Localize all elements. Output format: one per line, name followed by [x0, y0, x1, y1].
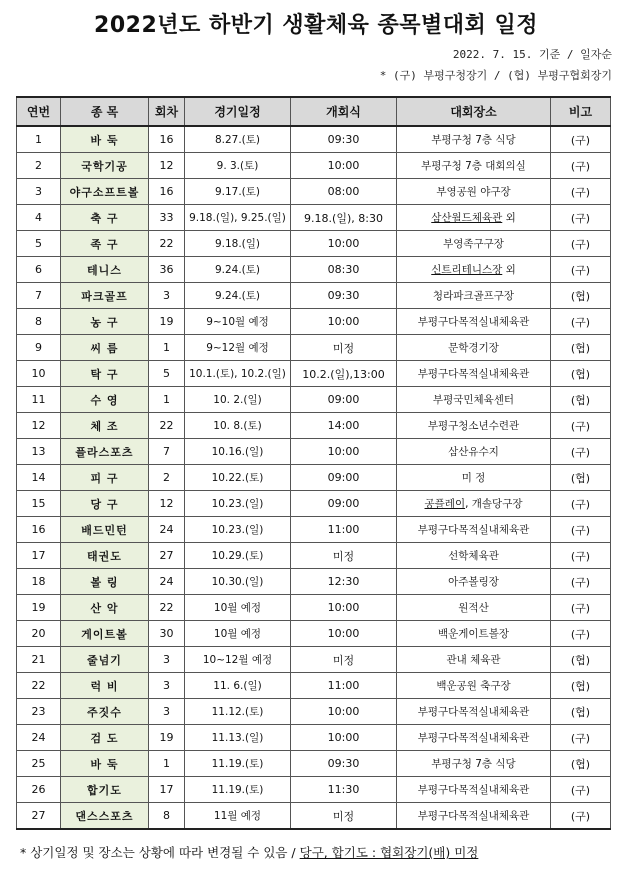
cell-sport: 족 구: [61, 231, 149, 257]
cell-note: (구): [551, 621, 611, 647]
cell-note: (구): [551, 179, 611, 205]
cell-opening: 08:00: [291, 179, 397, 205]
cell-schedule: 10.29.(토): [185, 543, 291, 569]
cell-sport: 야구소프트볼: [61, 179, 149, 205]
table-row: [17, 673, 611, 699]
cell-schedule: 9.24.(토): [185, 257, 291, 283]
cell-venue: [397, 517, 551, 543]
cell-round: 8: [149, 803, 185, 830]
table-row: [17, 413, 611, 439]
cell-venue: [397, 153, 551, 179]
cell-schedule: 11.12.(토): [185, 699, 291, 725]
cell-note: (구): [551, 777, 611, 803]
cell-round: 19: [149, 309, 185, 335]
venue-name: 부평구다목적실내체육관: [417, 316, 530, 328]
venue-extra: 외: [502, 264, 516, 276]
cell-schedule: 9~12월 예정: [185, 335, 291, 361]
cell-number: 9: [17, 335, 61, 361]
cell-venue: [397, 725, 551, 751]
cell-sport: 피 구: [61, 465, 149, 491]
cell-sport: 수 영: [61, 387, 149, 413]
cell-round: 22: [149, 231, 185, 257]
schedule-table: [16, 96, 611, 830]
cell-round: 16: [149, 179, 185, 205]
cell-note: (구): [551, 126, 611, 153]
table-row: [17, 595, 611, 621]
cell-opening: 11:30: [291, 777, 397, 803]
table-row: [17, 231, 611, 257]
cell-round: 36: [149, 257, 185, 283]
venue-name: 부평구다목적실내체육관: [417, 810, 530, 822]
cell-opening: 미정: [291, 803, 397, 830]
venue-extra: 외: [502, 212, 516, 224]
cell-note: (구): [551, 725, 611, 751]
cell-number: 25: [17, 751, 61, 777]
table-row: [17, 621, 611, 647]
cell-number: 26: [17, 777, 61, 803]
venue-name: 신트리테니스장: [431, 264, 503, 276]
table-header-row: [17, 97, 611, 126]
column-header-number: 연번: [17, 97, 61, 126]
venue-name: 백운공원 축구장: [436, 680, 511, 692]
cell-sport: 플라스포츠: [61, 439, 149, 465]
cell-opening: 09:30: [291, 283, 397, 309]
cell-number: 8: [17, 309, 61, 335]
cell-number: 1: [17, 126, 61, 153]
cell-round: 22: [149, 413, 185, 439]
cell-schedule: 9. 3.(토): [185, 153, 291, 179]
cell-venue: [397, 543, 551, 569]
cell-opening: 9.18.(일), 8:30: [291, 205, 397, 231]
cell-note: (협): [551, 283, 611, 309]
cell-number: 11: [17, 387, 61, 413]
cell-sport: 바 둑: [61, 751, 149, 777]
cell-round: 1: [149, 335, 185, 361]
cell-schedule: 11월 예정: [185, 803, 291, 830]
cell-note: (협): [551, 335, 611, 361]
cell-schedule: 9.18.(일): [185, 231, 291, 257]
venue-name: 관내 체육관: [446, 654, 501, 666]
table-row: [17, 257, 611, 283]
cell-opening: 10.2.(일),13:00: [291, 361, 397, 387]
cell-opening: 10:00: [291, 153, 397, 179]
column-header-venue: 대회장소: [397, 97, 551, 126]
cell-schedule: 10~12월 예정: [185, 647, 291, 673]
cell-number: 17: [17, 543, 61, 569]
cell-sport: 국학기공: [61, 153, 149, 179]
table-row: [17, 387, 611, 413]
cell-venue: [397, 465, 551, 491]
cell-note: (협): [551, 673, 611, 699]
cell-sport: 볼 링: [61, 569, 149, 595]
cell-number: 6: [17, 257, 61, 283]
table-row: [17, 283, 611, 309]
table-row: [17, 491, 611, 517]
cell-sport: 합기도: [61, 777, 149, 803]
cell-note: (구): [551, 517, 611, 543]
cell-schedule: 10.22.(토): [185, 465, 291, 491]
cell-note: (구): [551, 543, 611, 569]
cell-number: 7: [17, 283, 61, 309]
cell-note: (구): [551, 153, 611, 179]
cell-number: 5: [17, 231, 61, 257]
cell-venue: [397, 413, 551, 439]
cell-round: 24: [149, 517, 185, 543]
cell-number: 12: [17, 413, 61, 439]
cell-number: 23: [17, 699, 61, 725]
cell-sport: 럭 비: [61, 673, 149, 699]
cell-opening: 12:30: [291, 569, 397, 595]
column-header-note: 비고: [551, 97, 611, 126]
cell-opening: 10:00: [291, 699, 397, 725]
cell-round: 12: [149, 491, 185, 517]
column-header-schedule: 경기일정: [185, 97, 291, 126]
cell-venue: [397, 361, 551, 387]
venue-name: 부평구다목적실내체육관: [417, 524, 530, 536]
venue-name: 부평구다목적실내체육관: [417, 732, 530, 744]
venue-extra: , 개솔당구장: [465, 498, 523, 510]
cell-schedule: 8.27.(토): [185, 126, 291, 153]
cell-opening: 미정: [291, 543, 397, 569]
cell-round: 12: [149, 153, 185, 179]
cell-number: 24: [17, 725, 61, 751]
cell-venue: [397, 309, 551, 335]
cell-round: 3: [149, 699, 185, 725]
cell-schedule: 9.24.(토): [185, 283, 291, 309]
table-row: [17, 126, 611, 153]
cell-note: (구): [551, 491, 611, 517]
cell-note: (구): [551, 569, 611, 595]
cell-sport: 바 둑: [61, 126, 149, 153]
cell-round: 30: [149, 621, 185, 647]
cell-venue: [397, 205, 551, 231]
cell-sport: 파크골프: [61, 283, 149, 309]
cell-sport: 산 악: [61, 595, 149, 621]
cell-schedule: 11.13.(일): [185, 725, 291, 751]
table-row: [17, 751, 611, 777]
legend-note: * (구) 부평구청장기 / (협) 부평구협회장기: [379, 69, 612, 82]
venue-name: 아주볼링장: [448, 576, 499, 588]
page-title: 2022년도 하반기 생활체육 종목별대회 일정: [94, 13, 538, 38]
table-row: [17, 699, 611, 725]
cell-venue: [397, 335, 551, 361]
cell-venue: [397, 595, 551, 621]
cell-number: 10: [17, 361, 61, 387]
cell-number: 14: [17, 465, 61, 491]
cell-schedule: 11.19.(토): [185, 751, 291, 777]
cell-sport: 태권도: [61, 543, 149, 569]
table-row: [17, 543, 611, 569]
cell-opening: 08:30: [291, 257, 397, 283]
table-row: [17, 465, 611, 491]
cell-note: (협): [551, 751, 611, 777]
cell-sport: 댄스스포츠: [61, 803, 149, 830]
cell-note: (구): [551, 595, 611, 621]
cell-note: (구): [551, 205, 611, 231]
cell-number: 2: [17, 153, 61, 179]
cell-opening: 09:00: [291, 491, 397, 517]
cell-sport: 검 도: [61, 725, 149, 751]
cell-schedule: 10.16.(일): [185, 439, 291, 465]
cell-schedule: 10.23.(일): [185, 517, 291, 543]
cell-round: 2: [149, 465, 185, 491]
cell-sport: 배드민턴: [61, 517, 149, 543]
cell-sport: 테니스: [61, 257, 149, 283]
table-row: [17, 803, 611, 830]
cell-schedule: 11. 6.(일): [185, 673, 291, 699]
cell-opening: 10:00: [291, 725, 397, 751]
cell-number: 3: [17, 179, 61, 205]
cell-schedule: 9.18.(일), 9.25.(일): [185, 205, 291, 231]
venue-name: 백운게이트볼장: [437, 628, 509, 640]
cell-venue: [397, 803, 551, 830]
cell-round: 3: [149, 283, 185, 309]
table-row: [17, 361, 611, 387]
cell-note: (구): [551, 231, 611, 257]
cell-opening: 09:00: [291, 387, 397, 413]
cell-number: 13: [17, 439, 61, 465]
cell-schedule: 11.19.(토): [185, 777, 291, 803]
cell-round: 33: [149, 205, 185, 231]
table-row: [17, 439, 611, 465]
column-header-sport: 종 목: [61, 97, 149, 126]
cell-venue: [397, 777, 551, 803]
venue-name: 청라파크골프구장: [432, 290, 515, 302]
cell-schedule: 9~10월 예정: [185, 309, 291, 335]
cell-sport: 씨 름: [61, 335, 149, 361]
cell-venue: [397, 699, 551, 725]
table-row: [17, 309, 611, 335]
cell-sport: 축 구: [61, 205, 149, 231]
cell-opening: 10:00: [291, 595, 397, 621]
venue-name: 부평국민체육센터: [432, 394, 515, 406]
cell-note: (협): [551, 387, 611, 413]
cell-venue: [397, 673, 551, 699]
cell-venue: [397, 621, 551, 647]
cell-note: (구): [551, 439, 611, 465]
cell-round: 1: [149, 751, 185, 777]
cell-opening: 미정: [291, 335, 397, 361]
cell-number: 15: [17, 491, 61, 517]
cell-venue: [397, 231, 551, 257]
venue-name: 삼산유수지: [448, 446, 499, 458]
cell-round: 7: [149, 439, 185, 465]
table-row: [17, 647, 611, 673]
cell-sport: 농 구: [61, 309, 149, 335]
column-header-round: 회차: [149, 97, 185, 126]
cell-note: (구): [551, 803, 611, 830]
cell-venue: [397, 387, 551, 413]
cell-number: 19: [17, 595, 61, 621]
cell-note: (구): [551, 257, 611, 283]
cell-opening: 09:30: [291, 126, 397, 153]
cell-number: 22: [17, 673, 61, 699]
table-row: [17, 335, 611, 361]
cell-schedule: 9.17.(토): [185, 179, 291, 205]
cell-venue: [397, 439, 551, 465]
cell-opening: 09:00: [291, 465, 397, 491]
cell-round: 1: [149, 387, 185, 413]
cell-schedule: 10.23.(일): [185, 491, 291, 517]
venue-name: 문학경기장: [448, 342, 499, 354]
cell-number: 27: [17, 803, 61, 830]
cell-opening: 11:00: [291, 673, 397, 699]
table-row: [17, 569, 611, 595]
table-row: [17, 725, 611, 751]
venue-name: 선학체육관: [448, 550, 499, 562]
cell-opening: 10:00: [291, 309, 397, 335]
cell-round: 24: [149, 569, 185, 595]
cell-schedule: 10월 예정: [185, 595, 291, 621]
cell-venue: [397, 569, 551, 595]
cell-round: 27: [149, 543, 185, 569]
footnote-emphasis: 당구, 합기도 : 협회장기(배) 미정: [299, 845, 479, 860]
cell-sport: 줄넘기: [61, 647, 149, 673]
cell-venue: [397, 126, 551, 153]
cell-venue: [397, 647, 551, 673]
cell-venue: [397, 491, 551, 517]
cell-venue: [397, 283, 551, 309]
venue-name: 부평구청소년수련관: [427, 420, 520, 432]
table-row: [17, 179, 611, 205]
cell-opening: 14:00: [291, 413, 397, 439]
cell-number: 21: [17, 647, 61, 673]
table-row: [17, 153, 611, 179]
footnote: [20, 843, 478, 861]
cell-sport: 체 조: [61, 413, 149, 439]
cell-number: 16: [17, 517, 61, 543]
cell-round: 3: [149, 673, 185, 699]
cell-opening: 11:00: [291, 517, 397, 543]
column-header-opening: 개회식: [291, 97, 397, 126]
cell-round: 22: [149, 595, 185, 621]
table-row: [17, 205, 611, 231]
venue-name: 공플레이: [424, 498, 466, 510]
venue-name: 미 정: [461, 472, 486, 484]
cell-sport: 주짓수: [61, 699, 149, 725]
cell-venue: [397, 179, 551, 205]
reference-date-note: 2022. 7. 15. 기준 / 일자순: [452, 48, 612, 61]
table-row: [17, 777, 611, 803]
venue-name: 삼산월드체육관: [431, 212, 503, 224]
venue-name: 부평구다목적실내체육관: [417, 706, 530, 718]
venue-name: 부영족구구장: [443, 238, 504, 250]
cell-note: (협): [551, 465, 611, 491]
venue-name: 부평구청 7층 식당: [431, 758, 516, 770]
cell-note: (협): [551, 699, 611, 725]
cell-opening: 미정: [291, 647, 397, 673]
cell-venue: [397, 257, 551, 283]
cell-note: (협): [551, 647, 611, 673]
footnote-text: * 상기일정 및 장소는 상황에 따라 변경될 수 있음 /: [20, 845, 300, 860]
cell-number: 20: [17, 621, 61, 647]
cell-schedule: 10.1.(토), 10.2.(일): [185, 361, 291, 387]
cell-note: (구): [551, 309, 611, 335]
cell-note: (구): [551, 413, 611, 439]
cell-round: 17: [149, 777, 185, 803]
venue-name: 부영공원 야구장: [436, 186, 511, 198]
cell-opening: 10:00: [291, 439, 397, 465]
cell-round: 5: [149, 361, 185, 387]
venue-name: 부평구청 7층 대회의실: [421, 160, 526, 172]
cell-note: (협): [551, 361, 611, 387]
venue-name: 원적산: [458, 602, 489, 614]
venue-name: 부평구다목적실내체육관: [417, 368, 530, 380]
cell-opening: 09:30: [291, 751, 397, 777]
venue-name: 부평구청 7층 식당: [431, 134, 516, 146]
cell-round: 19: [149, 725, 185, 751]
cell-number: 18: [17, 569, 61, 595]
cell-sport: 게이트볼: [61, 621, 149, 647]
cell-schedule: 10. 2.(일): [185, 387, 291, 413]
cell-number: 4: [17, 205, 61, 231]
cell-schedule: 10.30.(일): [185, 569, 291, 595]
table-row: [17, 517, 611, 543]
cell-round: 3: [149, 647, 185, 673]
venue-name: 부평구다목적실내체육관: [417, 784, 530, 796]
cell-schedule: 10월 예정: [185, 621, 291, 647]
cell-schedule: 10. 8.(토): [185, 413, 291, 439]
cell-opening: 10:00: [291, 231, 397, 257]
cell-venue: [397, 751, 551, 777]
cell-sport: 당 구: [61, 491, 149, 517]
cell-sport: 탁 구: [61, 361, 149, 387]
cell-round: 16: [149, 126, 185, 153]
cell-opening: 10:00: [291, 621, 397, 647]
